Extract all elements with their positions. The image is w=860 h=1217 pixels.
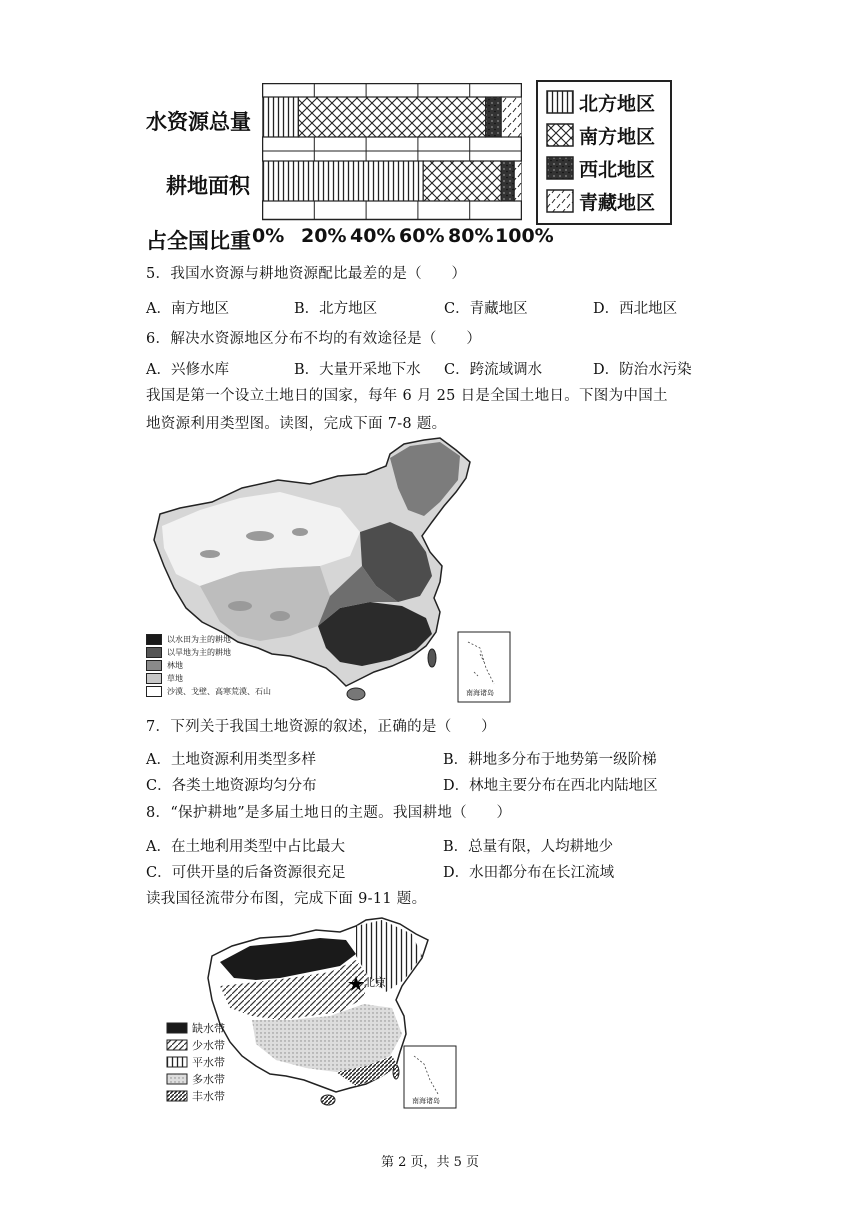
runoff-legend-label: 丰水带 (192, 1090, 225, 1103)
intro-7-8-line1: 我国是第一个设立土地日的国家，每年 6 月 25 日是全国土地日。下图为中国土 (146, 388, 668, 404)
land-use-legend-swatch (146, 673, 162, 684)
q6-option-b[interactable]: B．大量开采地下水 (294, 362, 421, 378)
q8-option-c[interactable]: C．可供开垦的后备资源很充足 (146, 865, 346, 881)
chart-legend-swatch (546, 156, 574, 180)
q8-option-d[interactable]: D．水田都分布在长江流域 (443, 865, 615, 881)
question-5-stem: 5．我国水资源与耕地资源配比最差的是（ ） (146, 266, 467, 282)
chart-x-ticks (252, 225, 552, 249)
chart-legend-label: 西北地区 (579, 158, 656, 181)
land-use-legend-label: 林地 (167, 661, 183, 670)
intro-7-8-line2: 地资源利用类型图。读图，完成下面 7-8 题。 (146, 416, 447, 432)
runoff-legend-item (166, 1071, 225, 1087)
chart-legend (536, 80, 672, 225)
chart-x-tick-label: 60% (399, 225, 445, 247)
chart-bar-segment (262, 97, 298, 137)
q6-option-a[interactable]: A．兴修水库 (146, 362, 229, 378)
q6-option-d[interactable]: D．防治水污染 (593, 362, 692, 378)
runoff-legend-swatch (166, 1056, 188, 1068)
chart-x-tick-label: 40% (350, 225, 396, 247)
land-use-legend-swatch (146, 660, 162, 671)
chart-legend-swatch (546, 123, 574, 147)
runoff-legend-label: 缺水带 (192, 1022, 225, 1035)
q7-option-a[interactable]: A．土地资源利用类型多样 (146, 752, 316, 768)
chart-bar-segment (486, 97, 502, 137)
runoff-legend-swatch (166, 1039, 188, 1051)
chart-legend-item (546, 187, 655, 215)
land-use-legend-label: 草地 (167, 674, 183, 683)
runoff-map (160, 916, 470, 1112)
chart-category-label: 耕地面积 (166, 174, 250, 198)
q7-option-d[interactable]: D．林地主要分布在西北内陆地区 (443, 778, 658, 794)
q6-option-c[interactable]: C．跨流域调水 (444, 362, 543, 378)
land-use-legend-label: 以旱地为主的耕地 (167, 648, 231, 657)
runoff-legend-label: 平水带 (192, 1056, 225, 1069)
land-use-map (140, 436, 520, 704)
land-use-legend-swatch (146, 647, 162, 658)
runoff-legend-label: 少水带 (192, 1039, 225, 1052)
question-6-stem: 6．解决水资源地区分布不均的有效途径是（ ） (146, 331, 482, 347)
chart-legend-item (546, 88, 655, 116)
q5-option-d[interactable]: D．西北地区 (593, 301, 678, 317)
page-footer: 第 2 页，共 5 页 (380, 1155, 480, 1170)
intro-9-11: 读我国径流带分布图，完成下面 9-11 题。 (146, 891, 427, 907)
question-7-stem: 7．下列关于我国土地资源的叙述，正确的是（ ） (146, 719, 496, 735)
land-use-legend-swatch (146, 634, 162, 645)
land-use-legend-item (146, 647, 231, 658)
land-use-legend-item (146, 634, 231, 645)
land-use-legend-label: 沙漠、戈壁、高寒荒漠、石山 (167, 687, 271, 696)
runoff-city-label: 北京 (364, 976, 386, 989)
chart-bar-segment (514, 161, 522, 201)
q7-option-b[interactable]: B．耕地多分布于地势第一级阶梯 (443, 752, 657, 768)
resource-chart (140, 80, 680, 255)
chart-x-tick-label: 0% (252, 225, 285, 247)
chart-plot (262, 83, 522, 223)
land-use-legend-label: 以水田为主的耕地 (167, 635, 231, 644)
runoff-legend-swatch (166, 1073, 188, 1085)
chart-category-label: 水资源总量 (146, 110, 251, 134)
chart-bar-segment (501, 97, 522, 137)
land-use-legend-item (146, 686, 271, 697)
runoff-legend-item (166, 1020, 225, 1036)
chart-legend-label: 南方地区 (579, 125, 656, 148)
land-use-legend (146, 634, 316, 702)
q5-option-a[interactable]: A．南方地区 (146, 301, 229, 317)
land-use-inset-label: 南海诸岛 (466, 689, 494, 697)
runoff-legend-item (166, 1037, 225, 1053)
chart-x-tick-label: 20% (301, 225, 347, 247)
runoff-legend-item (166, 1088, 225, 1104)
q5-option-c[interactable]: C．青藏地区 (444, 301, 528, 317)
land-use-legend-swatch (146, 686, 162, 697)
chart-bar-segment (501, 161, 514, 201)
runoff-legend (166, 1020, 246, 1108)
chart-bar-segment (423, 161, 501, 201)
q8-option-b[interactable]: B．总量有限，人均耕地少 (443, 839, 614, 855)
q8-option-a[interactable]: A．在土地利用类型中占比最大 (146, 839, 345, 855)
land-use-legend-item (146, 660, 183, 671)
chart-bar-segment (262, 161, 423, 201)
chart-legend-swatch (546, 90, 574, 114)
chart-legend-label: 青藏地区 (579, 191, 656, 214)
land-use-legend-item (146, 673, 183, 684)
chart-x-axis-label: 占全国比重 (146, 229, 251, 253)
chart-x-tick-label: 80% (448, 225, 494, 247)
q5-option-b[interactable]: B．北方地区 (294, 301, 378, 317)
runoff-legend-swatch (166, 1022, 188, 1034)
chart-legend-item (546, 154, 655, 182)
chart-bar-segment (298, 97, 485, 137)
q7-option-c[interactable]: C．各类土地资源均匀分布 (146, 778, 317, 794)
runoff-inset-label: 南海诸岛 (412, 1097, 440, 1105)
question-8-stem: 8．“保护耕地”是多届土地日的主题。我国耕地（ ） (146, 805, 512, 821)
chart-legend-swatch (546, 189, 574, 213)
runoff-legend-label: 多水带 (192, 1073, 225, 1086)
chart-x-tick-label: 100% (495, 225, 554, 247)
chart-legend-item (546, 121, 655, 149)
chart-legend-label: 北方地区 (579, 92, 656, 115)
runoff-legend-swatch (166, 1090, 188, 1102)
runoff-legend-item (166, 1054, 225, 1070)
